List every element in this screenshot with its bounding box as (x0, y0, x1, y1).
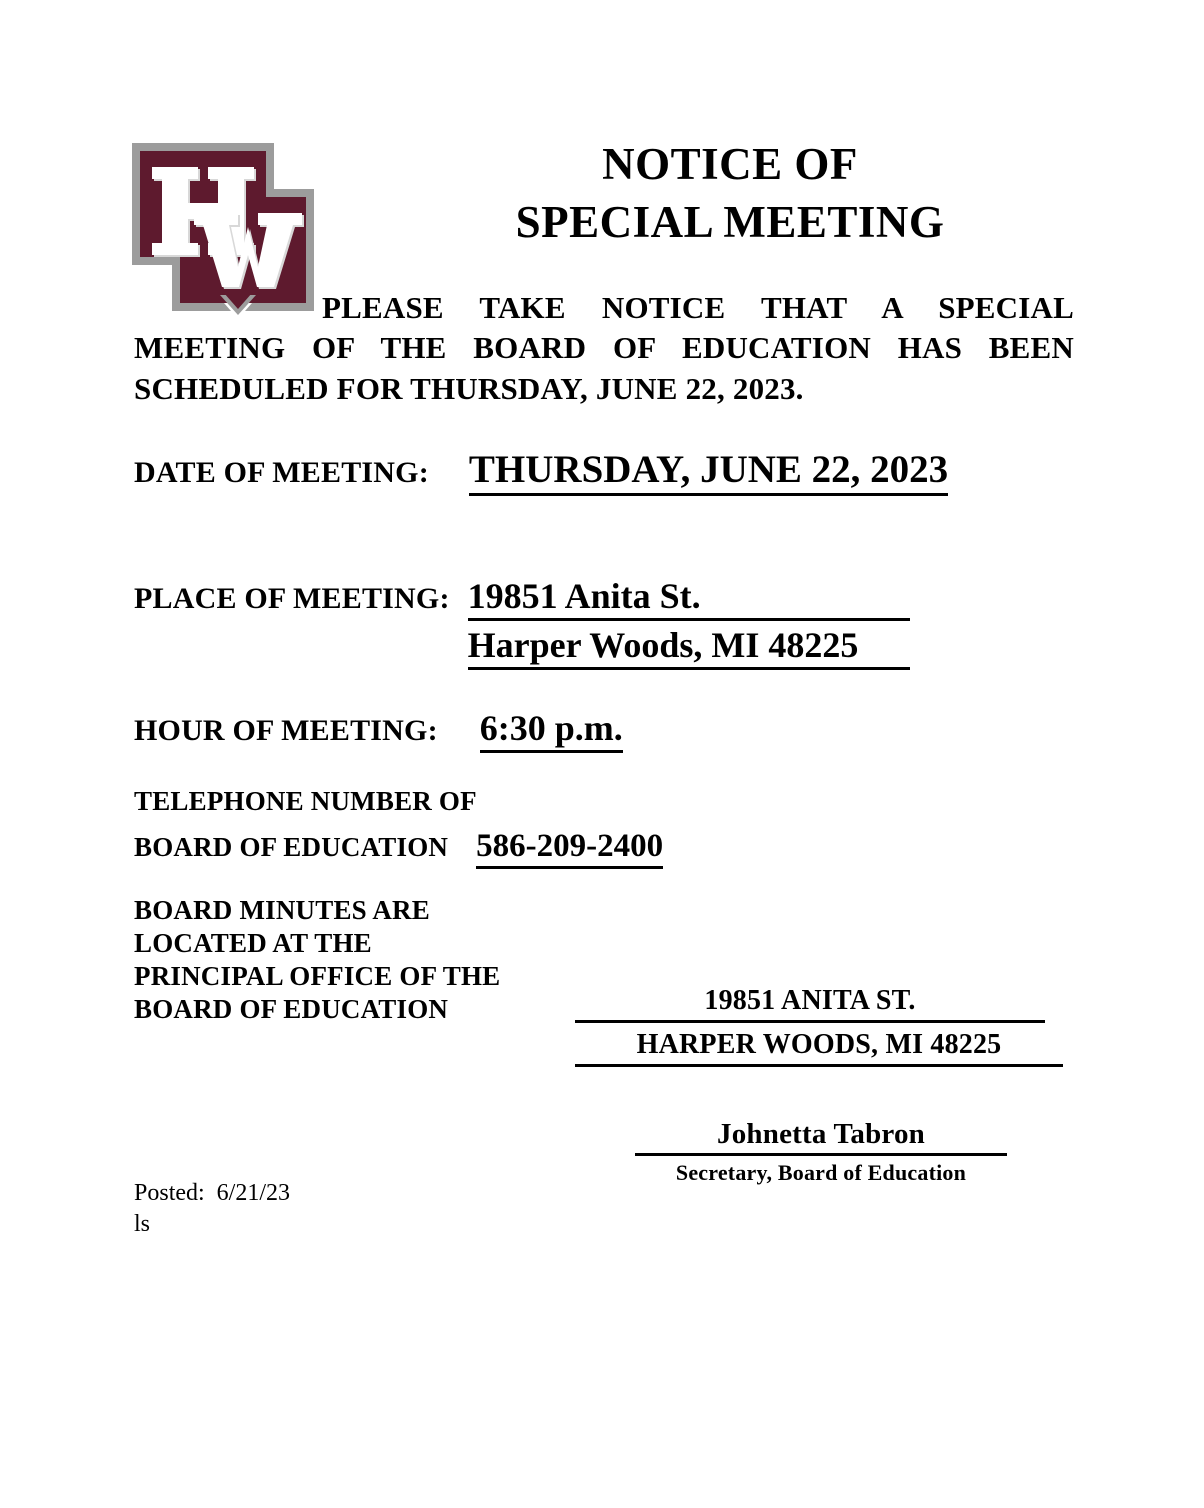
signature-name: Johnetta Tabron (635, 1118, 1007, 1156)
telephone-label-line-2: BOARD OF EDUCATION (134, 832, 449, 862)
signature-title: Secretary, Board of Education (675, 1160, 967, 1185)
board-minutes-address-line-2: HARPER WOODS, MI 48225 (575, 1029, 1063, 1067)
posted-date: Posted: 6/21/23 (134, 1180, 291, 1206)
telephone-number-value: 586-209-2400 (476, 829, 663, 869)
board-minutes-label-block (134, 894, 500, 1026)
posted-footer (134, 1178, 290, 1240)
board-minutes-label-line-4: BOARD OF EDUCATION (134, 993, 449, 1024)
hour-of-meeting-row (134, 710, 623, 753)
place-of-meeting-value-line-1: 19851 Anita St. (468, 578, 910, 621)
board-minutes-address-values (575, 985, 1063, 1073)
intro-paragraph (134, 288, 1074, 409)
place-of-meeting-label: PLACE OF MEETING: (134, 582, 450, 615)
intro-line-2: MEETING OF THE BOARD OF EDUCATION HAS BEEN (134, 330, 1074, 366)
board-minutes-label-line-2: LOCATED AT THE (134, 927, 372, 958)
intro-line-1: PLEASE TAKE NOTICE THAT A SPECIAL (322, 290, 1074, 325)
telephone-block (134, 786, 663, 869)
place-of-meeting-values (468, 578, 910, 676)
place-of-meeting-row (134, 578, 910, 676)
telephone-value-row (134, 829, 663, 869)
posted-initials: ls (134, 1211, 151, 1238)
date-of-meeting-label: DATE OF MEETING: (134, 456, 429, 489)
intro-line-3: SCHEDULED FOR THURSDAY, JUNE 22, 2023. (134, 370, 804, 406)
title-line-1: NOTICE OF (602, 139, 858, 189)
board-minutes-address-line-1: 19851 ANITA ST. (575, 985, 1045, 1023)
board-minutes-label-line-1: BOARD MINUTES ARE (134, 895, 430, 925)
board-minutes-label-line-3: PRINCIPAL OFFICE OF THE (134, 960, 501, 991)
date-of-meeting-value: THURSDAY, JUNE 22, 2023 (469, 450, 948, 496)
telephone-label-line-1: TELEPHONE NUMBER OF (134, 786, 477, 816)
page-title (330, 136, 1130, 251)
signature-block (635, 1118, 1007, 1186)
date-of-meeting-row (134, 450, 948, 496)
hour-of-meeting-label: HOUR OF MEETING: (134, 714, 438, 747)
place-of-meeting-value-line-2: Harper Woods, MI 48225 (468, 627, 910, 670)
title-line-2: SPECIAL MEETING (515, 196, 945, 247)
hour-of-meeting-value: 6:30 p.m. (480, 710, 623, 753)
